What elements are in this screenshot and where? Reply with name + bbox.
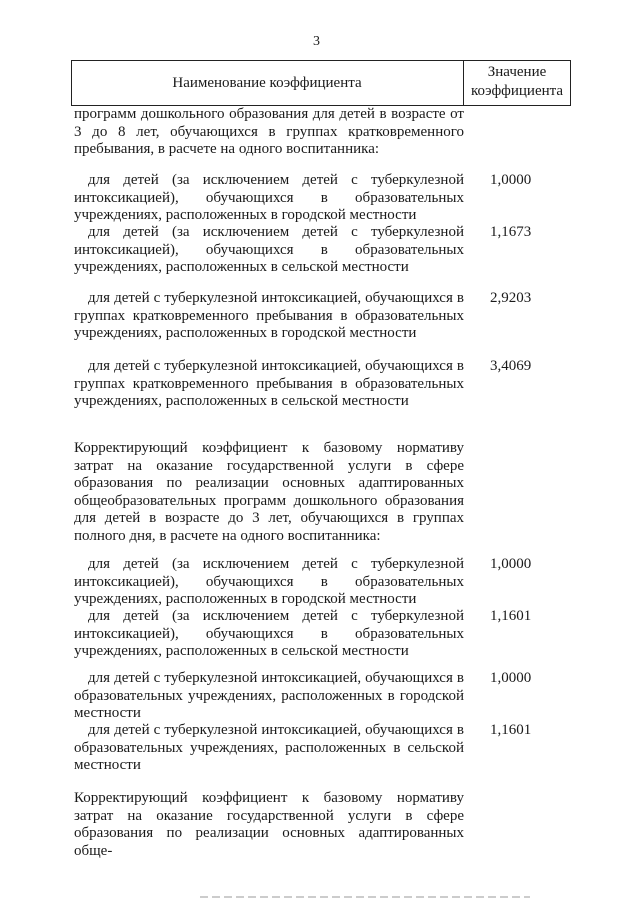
page-number: 3 xyxy=(313,34,320,49)
s2-item2-value: 1,1601 xyxy=(490,608,532,624)
header-value-line1: Значение xyxy=(487,64,547,80)
header-coefficient-value xyxy=(464,63,570,101)
s1-item4-value: 3,4069 xyxy=(490,358,532,374)
s1-item3-text: для детей с туберкулезной интоксикацией, обучающихся в группах кратковременного пребывания в образовательных учреждениях, расположенных в городской местности xyxy=(74,290,464,342)
s1-item4-text: для детей с туберкулезной интоксикацией, обучающихся в группах кратковременного пребывания в образовательных учреждениях, расположенных в сельской местности xyxy=(74,358,464,410)
s2-item4-text: для детей с туберкулезной интоксикацией, обучающихся в образовательных учреждениях, расположенных в сельской местности xyxy=(74,722,464,774)
coefficient-3-title: Корректирующий коэффициент к базовому нормативу затрат на оказание государственной услуги в сфере образования по реализации основных адаптированных обще- xyxy=(74,790,464,859)
header-coefficient-name: Наименование коэффициента xyxy=(172,74,362,91)
intro-continuation: программ дошкольного образования для детей в возрасте от 3 до 8 лет, обучающихся в группах кратковременного пребывания, в расчете на одного воспитанника: xyxy=(74,106,464,158)
scan-edge-line xyxy=(200,896,530,898)
s1-item1-text: для детей (за исключением детей с туберкулезной интоксикацией), обучающихся в образовательных учреждениях, расположенных в городской местности xyxy=(74,172,464,224)
s2-item3-text: для детей с туберкулезной интоксикацией, обучающихся в образовательных учреждениях, расположенных в городской местности xyxy=(74,670,464,722)
s1-item2-value: 1,1673 xyxy=(490,224,532,240)
s2-item1-text: для детей (за исключением детей с туберкулезной интоксикацией), обучающихся в образовательных учреждениях, расположенных в городской местности xyxy=(74,556,464,608)
s2-item1-value: 1,0000 xyxy=(490,556,532,572)
s2-item3-value: 1,0000 xyxy=(490,670,532,686)
header-value-line2: коэффициента xyxy=(470,83,564,99)
s1-item1-value: 1,0000 xyxy=(490,172,532,188)
s2-item4-value: 1,1601 xyxy=(490,722,532,738)
coefficient-2-title: Корректирующий коэффициент к базовому нормативу затрат на оказание государственной услуги в сфере образования по реализации основных адаптированных общеобразовательных программ дошкольного образования для детей в возрасте до 3 лет, обучающихся в группах полного дня, в расчете на одного воспитанника: xyxy=(74,440,464,544)
s1-item3-value: 2,9203 xyxy=(490,290,532,306)
s2-item2-text: для детей (за исключением детей с туберкулезной интоксикацией), обучающихся в образовательных учреждениях, расположенных в сельской местности xyxy=(74,608,464,660)
s1-item2-text: для детей (за исключением детей с туберкулезной интоксикацией), обучающихся в образовательных учреждениях, расположенных в сельской местности xyxy=(74,224,464,276)
